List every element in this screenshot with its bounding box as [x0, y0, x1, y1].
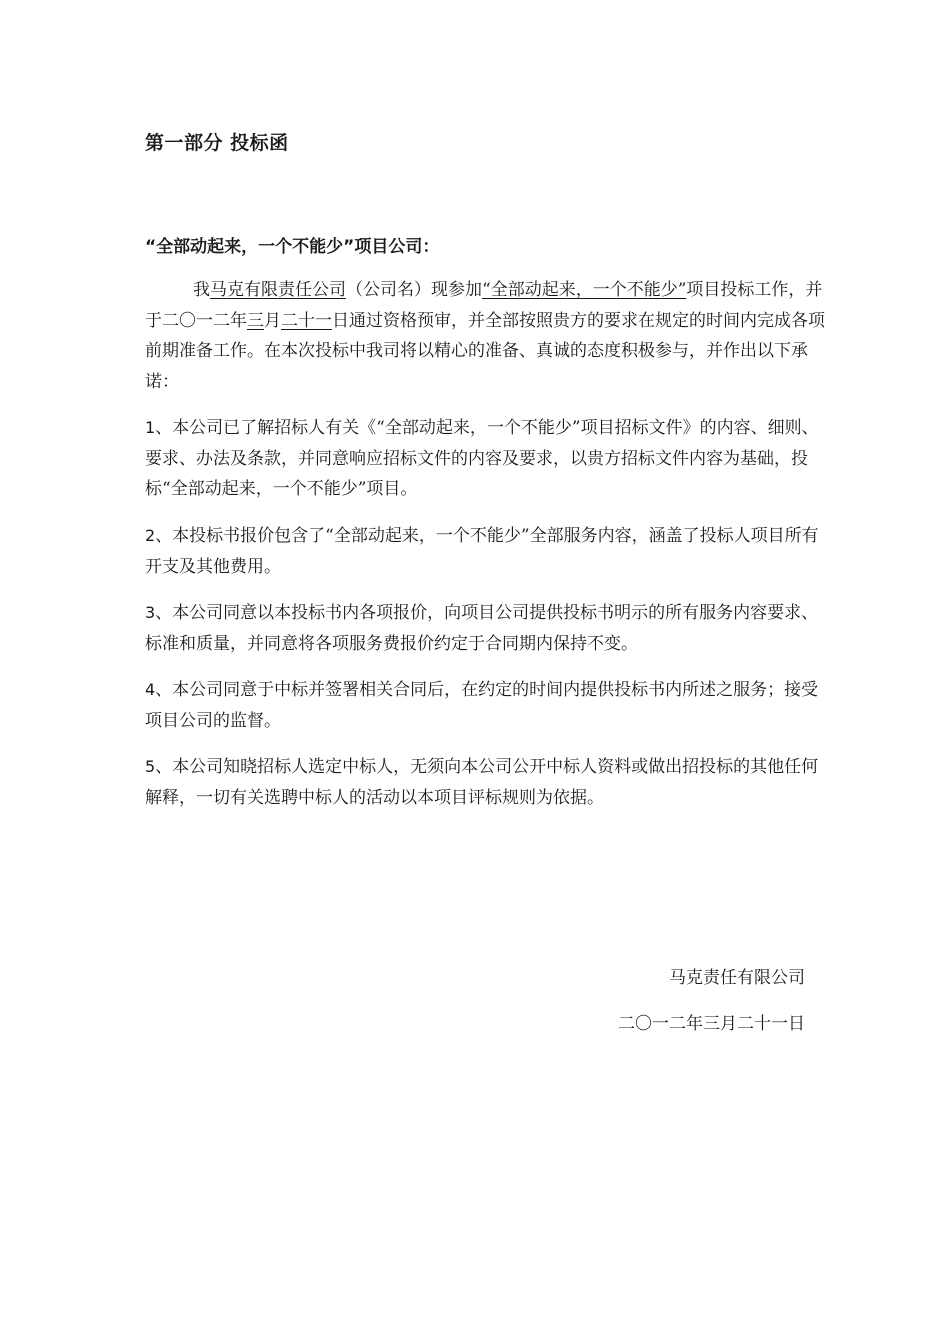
- item-text: 、本公司同意于中标并签署相关合同后，在约定的时间内提供投标书内所述之服务；接受项目公司的监督。: [145, 680, 819, 731]
- item-number: 2: [145, 526, 156, 545]
- day-field: 二十一: [281, 310, 332, 331]
- item-text: 、本公司知晓招标人选定中标人，无须向本公司公开中标人资料或做出招投标的其他任何解释，一切有关选聘中标人的活动以本项目评标规则为依据。: [145, 757, 819, 808]
- intro-text-3: 项目投标工作，并于二〇一二年: [145, 280, 823, 331]
- item-number: 5: [145, 757, 156, 776]
- commitment-item-3: [145, 598, 825, 659]
- intro-text-4: 月: [264, 310, 281, 331]
- intro-text-5: 日通过资格预审，并全部按照贵方的要求在规定的时间内完成各项前期准备工作。在本次投标中我司将以精心的准备、真诚的态度积极参与，并作出以下承诺：: [145, 310, 825, 392]
- item-number: 4: [145, 680, 156, 699]
- signature-date: 二〇一二年三月二十一日: [618, 1014, 805, 1034]
- project-name-field: “全部动起来，一个不能少”: [482, 280, 687, 300]
- company-name-field: 马克有限责任公司: [210, 280, 346, 300]
- commitment-item-2: [145, 521, 825, 582]
- signature-company: 马克责任有限公司: [669, 968, 805, 988]
- intro-paragraph: [145, 275, 825, 397]
- item-number: 3: [145, 603, 156, 622]
- item-text: 、本公司已了解招标人有关《“全部动起来，一个不能少”项目招标文件》的内容、细则、要求、办法及条款，并同意响应招标文件的内容及要求，以贵方招标文件内容为基础，投标“全部动起来，一个不能少”项目。: [145, 418, 819, 499]
- intro-text-1: 我: [193, 280, 210, 300]
- item-text: 、本公司同意以本投标书内各项报价，向项目公司提供投标书明示的所有服务内容要求、标准和质量，并同意将各项服务费报价约定于合同期内保持不变。: [145, 603, 819, 654]
- commitment-item-5: [145, 752, 825, 813]
- month-field: 三: [247, 310, 264, 331]
- commitment-item-4: [145, 675, 825, 736]
- commitment-item-1: [145, 413, 825, 505]
- item-text: 、本投标书报价包含了“全部动起来，一个不能少”全部服务内容，涵盖了投标人项目所有开支及其他费用。: [145, 526, 819, 577]
- intro-text-2: （公司名）现参加: [346, 280, 482, 300]
- item-number: 1: [145, 418, 156, 437]
- addressee-line: “全部动起来，一个不能少”项目公司：: [145, 237, 440, 257]
- page-title: 第一部分 投标函: [145, 132, 289, 154]
